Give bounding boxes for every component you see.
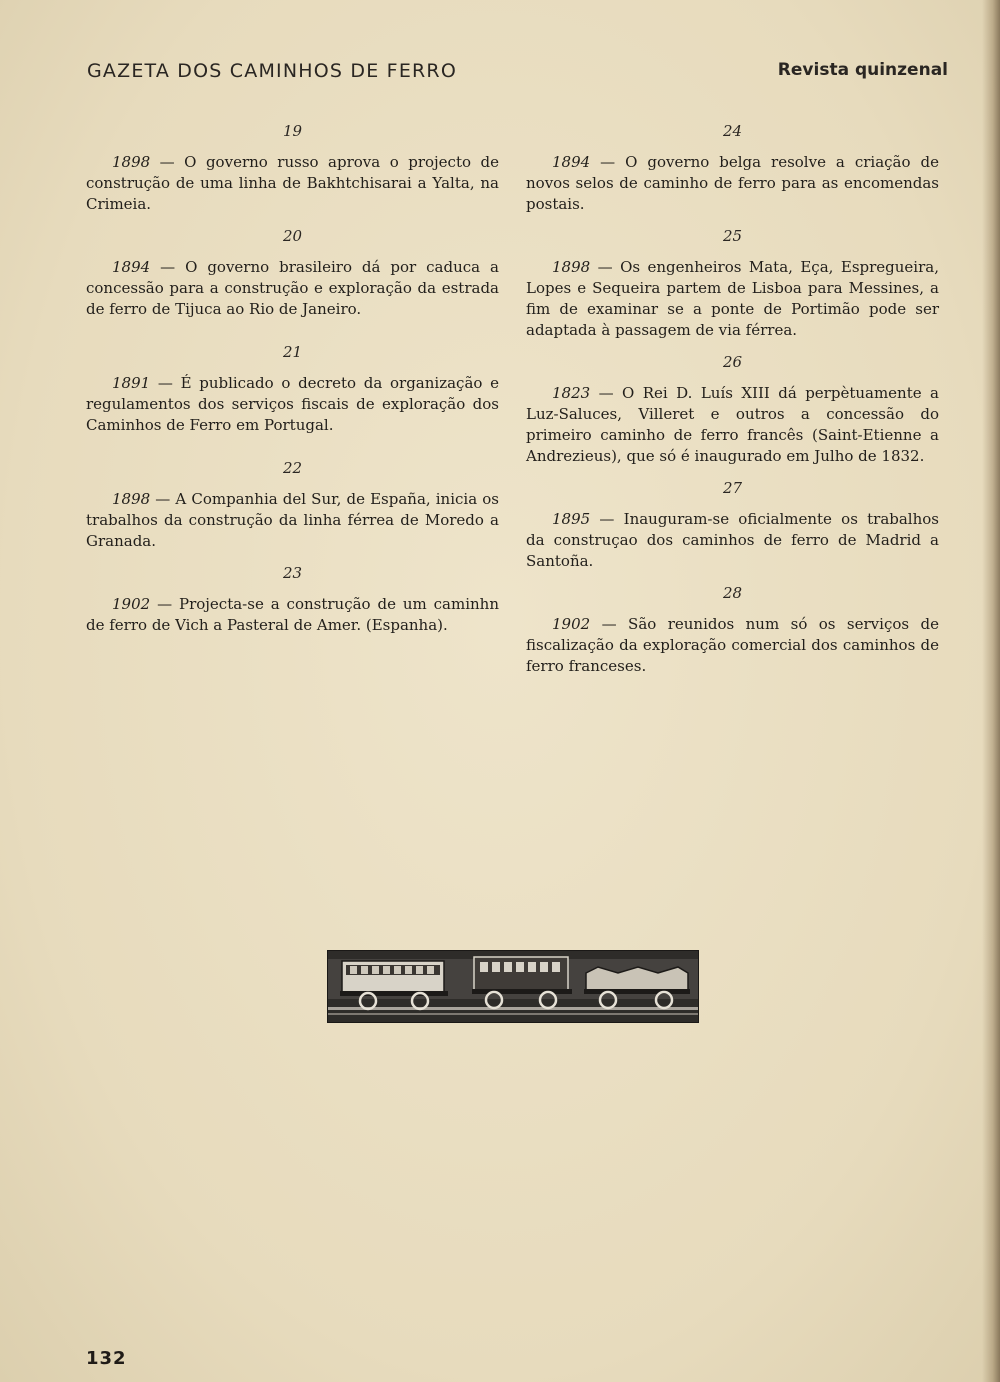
entry-text: Os engenheiros Mata, Eça, Espregueira, Lopes e Sequeira partem de Lisboa para Messines, a fim de examinar se a ponte de Portimão pode ser adaptada à passagem de via férrea. <box>526 258 939 339</box>
train-illustration <box>328 951 698 1022</box>
entry-text: Projecta-se a construção de um caminhn de ferro de Vich a Pasteral de Amer. (Espanha). <box>86 595 499 634</box>
entry-year: 1891 <box>112 374 151 392</box>
entry-text: São reunidos num só os serviços de fiscalização da exploração comercial dos caminhos de ferro franceses. <box>526 615 939 675</box>
day-number: 23 <box>282 564 303 582</box>
entry-text: O Rei D. Luís XIII dá perpètuamente a Luz-Saluces, Villeret e outros a concessão do primeiro caminho de ferro francês (Saint-Etienne a Andrezieus), que só é inaugurado em Julho de 1832. <box>526 384 939 465</box>
publication-subtitle: Revista quinzenal <box>777 60 948 80</box>
chronology-entry: 1902 — São reunidos num só os serviços de fiscalização da exploração comercial dos caminhos de ferro franceses. <box>526 615 939 675</box>
entry-year: 1895 <box>552 510 591 528</box>
antique-train-carriages-icon <box>327 950 699 1023</box>
entry-year: 1898 <box>112 153 151 171</box>
chronology-entry: 1894 — O governo brasileiro dá por caduca a concessão para a construção e exploração da estrada de ferro de Tijuca ao Rio de Janeiro. <box>86 258 499 318</box>
entry-text: Inauguram-se oficialmente os trabalhos da construçao dos caminhos de ferro de Madrid a Santoña. <box>526 510 939 570</box>
entry-text: A Companhia del Sur, de España, inicia os trabalhos da construção da linha férrea de Moredo a Granada. <box>86 490 499 550</box>
entry-year: 1898 <box>112 490 151 508</box>
day-number: 27 <box>722 479 743 497</box>
entry-year: 1894 <box>112 258 151 276</box>
right-column <box>526 120 939 687</box>
page-number: 132 <box>86 1348 127 1369</box>
chronology-entry: 1891 — É publicado o decreto da organização e regulamentos dos serviços fiscais de exploração dos Caminhos de Ferro em Portugal. <box>86 374 499 434</box>
entry-text: O governo belga resolve a criação de novos selos de caminho de ferro para as encomendas postais. <box>526 153 939 213</box>
page-edge-shadow <box>982 0 1000 1382</box>
chronology-entry: 1902 — Projecta-se a construção de um caminhn de ferro de Vich a Pasteral de Amer. (Espanha). <box>86 595 499 634</box>
entry-text: O governo russo aprova o projecto de construção de uma linha de Bakhtchisarai a Yalta, na Crimeia. <box>86 153 499 213</box>
day-number: 24 <box>722 122 743 140</box>
publication-title: GAZETA DOS CAMINHOS DE FERRO <box>87 60 457 82</box>
chronology-entry: 1894 — O governo belga resolve a criação de novos selos de caminho de ferro para as encomendas postais. <box>526 153 939 213</box>
entry-year: 1898 <box>552 258 591 276</box>
day-number: 21 <box>282 343 303 361</box>
entry-year: 1902 <box>112 595 151 613</box>
chronology-entry: 1895 — Inauguram-se oficialmente os trabalhos da construçao dos caminhos de ferro de Madrid a Santoña. <box>526 510 939 570</box>
day-number: 19 <box>282 122 303 140</box>
day-number: 26 <box>722 353 743 371</box>
chronology-entry: 1823 — O Rei D. Luís XIII dá perpètuamente a Luz-Saluces, Villeret e outros a concessão do primeiro caminho de ferro francês (Saint-Etienne a Andrezieus), que só é inaugurado em Julho de 1832. <box>526 384 939 465</box>
left-column <box>86 120 499 646</box>
chronology-entry: 1898 — A Companhia del Sur, de España, inicia os trabalhos da construção da linha férrea de Moredo a Granada. <box>86 490 499 550</box>
entry-text: É publicado o decreto da organização e regulamentos dos serviços fiscais de exploração dos Caminhos de Ferro em Portugal. <box>86 374 499 434</box>
entry-year: 1823 <box>552 384 591 402</box>
day-number: 28 <box>722 584 743 602</box>
entry-year: 1894 <box>552 153 591 171</box>
day-number: 25 <box>722 227 743 245</box>
chronology-entry: 1898 — Os engenheiros Mata, Eça, Espregueira, Lopes e Sequeira partem de Lisboa para Messines, a fim de examinar se a ponte de Portimão pode ser adaptada à passagem de via férrea. <box>526 258 939 339</box>
chronology-entry: 1898 — O governo russo aprova o projecto de construção de uma linha de Bakhtchisarai a Yalta, na Crimeia. <box>86 153 499 213</box>
day-number: 22 <box>282 459 303 477</box>
day-number: 20 <box>282 227 303 245</box>
entry-text: O governo brasileiro dá por caduca a concessão para a construção e exploração da estrada de ferro de Tijuca ao Rio de Janeiro. <box>86 258 499 318</box>
entry-year: 1902 <box>552 615 591 633</box>
